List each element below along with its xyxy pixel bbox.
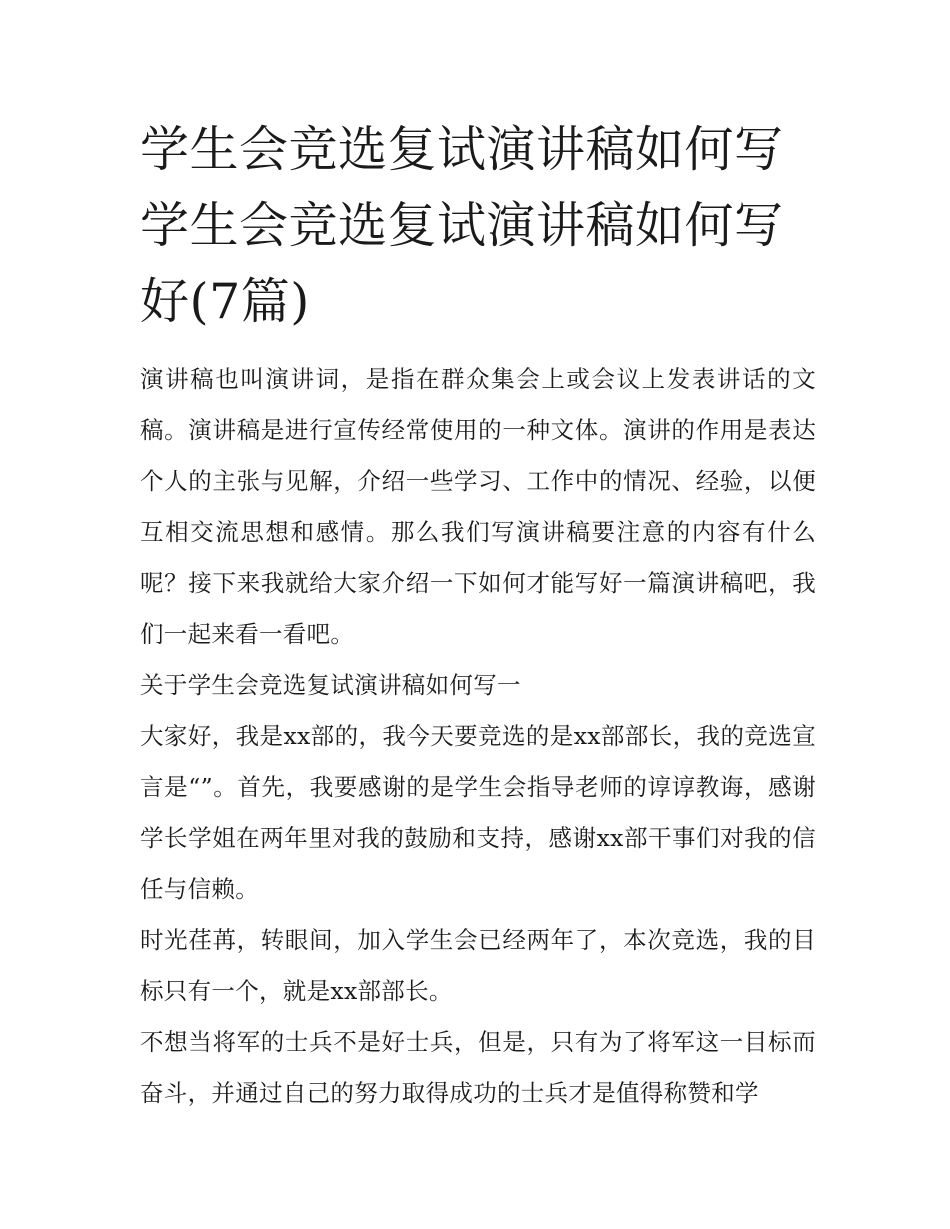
section-heading: 关于学生会竞选复试演讲稿如何写一 — [140, 671, 521, 699]
speech-paragraph-2: 时光荏苒，转眼间，加入学生会已经两年了，本次竞选，我的目标只有一个，就是xx部部长。 — [140, 926, 816, 1005]
intro-paragraph: 演讲稿也叫演讲词，是指在群众集会上或会议上发表讲话的文稿。演讲稿是进行宣传经常使用的一种文体。演讲的作用是表达个人的主张与见解，介绍一些学习、工作中的情况、经验，以便互相交流思想和感情。那么我们写演讲稿要注意的内容有什么呢？接下来我就给大家介绍一下如何才能写好一篇演讲稿吧，我们一起来看一看吧。 — [140, 365, 816, 648]
speech-paragraph-1: 大家好，我是xx部的，我今天要竞选的是xx部部长，我的竞选宣言是“”。首先，我要感谢的是学生会指导老师的谆谆教诲，感谢学长学姐在两年里对我的鼓励和支持，感谢xx部干事们对我的信任与信赖。 — [140, 722, 816, 903]
document-page — [140, 112, 816, 1119]
document-title: 学生会竞选复试演讲稿如何写学生会竞选复试演讲稿如何写好(7篇) — [140, 121, 784, 330]
speech-paragraph-3: 不想当将军的士兵不是好士兵，但是，只有为了将军这一目标而奋斗，并通过自己的努力取得成功的士兵才是值得称赞和学 — [140, 1028, 816, 1107]
